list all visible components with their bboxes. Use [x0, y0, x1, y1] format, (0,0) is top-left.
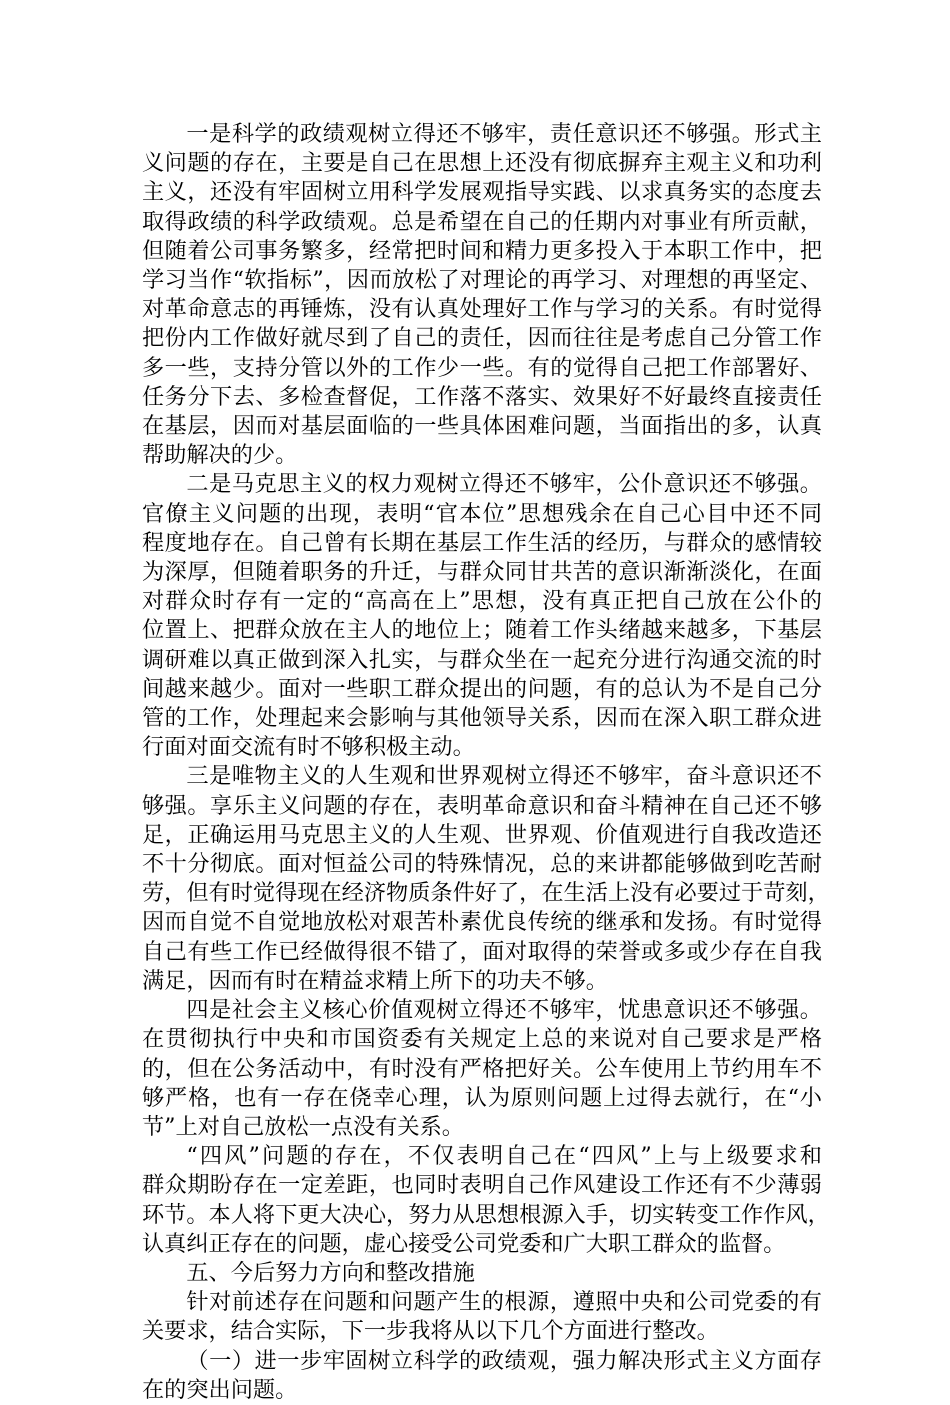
paragraph-line: 二是马克思主义的权力观树立得还不够牢，公仆意识还不够强。 — [186, 471, 822, 498]
paragraph-line: 在的突出问题。 — [142, 1376, 298, 1403]
paragraph-line: 调研难以真正做到深入扎实，与群众坐在一起充分进行沟通交流的时 — [142, 646, 822, 673]
paragraph — [142, 470, 822, 762]
paragraph-line: 把份内工作做好就尽到了自己的责任，因而往往是考虑自己分管工作 — [142, 325, 822, 352]
paragraph-line: 足，正确运用马克思主义的人生观、世界观、价值观进行自我改造还 — [142, 821, 822, 848]
paragraph-line: 节”上对自己放松一点没有关系。 — [142, 1113, 464, 1140]
paragraph-line: 满足，因而有时在精益求精上所下的功夫不够。 — [142, 967, 608, 994]
paragraph-line: 劳，但有时觉得现在经济物质条件好了，在生活上没有必要过于苛刻， — [142, 880, 830, 907]
paragraph-line: 针对前述存在问题和问题产生的根源，遵照中央和公司党委的有 — [186, 1289, 822, 1316]
paragraph — [142, 1142, 830, 1259]
paragraph-line: 任务分下去、多检查督促，工作落不落实、效果好不好最终直接责任 — [142, 383, 822, 410]
paragraph-line: 帮助解决的少。 — [142, 442, 298, 469]
paragraph-line: 四是社会主义核心价值观树立得还不够牢，忧患意识还不够强。 — [186, 997, 822, 1024]
paragraph-line: 环节。本人将下更大决心，努力从思想根源入手，切实转变工作作风， — [142, 1201, 830, 1228]
paragraph-line: 在贯彻执行中央和市国资委有关规定上总的来说对自己要求是严格 — [142, 1026, 822, 1053]
paragraph-line: 管的工作，处理起来会影响与其他领导关系，因而在深入职工群众进 — [142, 705, 822, 732]
paragraph-line: 义问题的存在，主要是自己在思想上还没有彻底摒弃主观主义和功利 — [142, 150, 822, 177]
paragraph-line: 为深厚，但随着职务的升迁，与群众同甘共苦的意识渐渐淡化，在面 — [142, 559, 822, 586]
paragraph — [142, 1347, 822, 1405]
paragraph-line: 学习当作“软指标”，因而放松了对理论的再学习、对理想的再坚定、 — [142, 267, 822, 294]
paragraph — [142, 996, 822, 1142]
paragraph-line: 不十分彻底。面对恒益公司的特殊情况，总的来讲都能够做到吃苦耐 — [142, 851, 822, 878]
paragraph-line: 因而自觉不自觉地放松对艰苦朴素优良传统的继承和发扬。有时觉得 — [142, 909, 822, 936]
paragraph-line: 的，但在公务活动中，有时没有严格把好关。公车使用上节约用车不 — [142, 1055, 822, 1082]
paragraph-line: 够严格，也有一存在侥幸心理，认为原则问题上过得去就行，在“小 — [142, 1084, 822, 1111]
paragraph-line: 程度地存在。自己曾有长期在基层工作生活的经历，与群众的感情较 — [142, 529, 822, 556]
paragraph-line: 自己有些工作已经做得很不错了，面对取得的荣誉或多或少存在自我 — [142, 938, 822, 965]
paragraph-line: 主义，还没有牢固树立用科学发展观指导实践、以求真务实的态度去 — [142, 179, 822, 206]
paragraph-line: 对革命意志的再锤炼，没有认真处理好工作与学习的关系。有时觉得 — [142, 296, 822, 323]
paragraph — [142, 1288, 822, 1346]
paragraph — [142, 120, 822, 470]
paragraph-line: 五、今后努力方向和整改措施 — [186, 1259, 475, 1286]
paragraph-line: 间越来越少。面对一些职工群众提出的问题，有的总认为不是自己分 — [142, 675, 822, 702]
paragraph-line: 一是科学的政绩观树立得还不够牢，责任意识还不够强。形式主 — [186, 121, 822, 147]
paragraph-line: 对群众时存有一定的“高高在上”思想，没有真正把自己放在公仆的 — [142, 588, 822, 615]
paragraph-line: 取得政绩的科学政绩观。总是希望在自己的任期内对事业有所贡献， — [142, 208, 822, 235]
paragraph-line: 多一些，支持分管以外的工作少一些。有的觉得自己把工作部署好、 — [142, 354, 822, 381]
paragraph-line: 群众期盼存在一定差距，也同时表明自己作风建设工作还有不少薄弱 — [142, 1172, 822, 1199]
paragraph-line: 但随着公司事务繁多，经常把时间和精力更多投入于本职工作中，把 — [142, 237, 822, 264]
paragraph-line: 行面对面交流有时不够积极主动。 — [142, 734, 475, 761]
paragraph-line: 官僚主义问题的出现，表明“官本位”思想残余在自己心目中还不同 — [142, 500, 822, 527]
document-body — [142, 120, 830, 1405]
paragraph — [142, 762, 830, 996]
paragraph-line: （一）进一步牢固树立科学的政绩观，强力解决形式主义方面存 — [186, 1347, 822, 1374]
paragraph-line: “四风”问题的存在，不仅表明自己在“四风”上与上级要求和 — [186, 1143, 822, 1170]
paragraph — [142, 1259, 822, 1288]
paragraph-line: 三是唯物主义的人生观和世界观树立得还不够牢，奋斗意识还不 — [186, 763, 822, 790]
paragraph-line: 位置上、把群众放在主人的地位上；随着工作头绪越来越多，下基层 — [142, 617, 822, 644]
paragraph-line: 在基层，因而对基层面临的一些具体困难问题，当面指出的多，认真 — [142, 413, 822, 440]
paragraph-line: 够强。享乐主义问题的存在，表明革命意识和奋斗精神在自己还不够 — [142, 792, 822, 819]
paragraph-line: 认真纠正存在的问题，虚心接受公司党委和广大职工群众的监督。 — [142, 1230, 786, 1257]
paragraph-line: 关要求，结合实际，下一步我将从以下几个方面进行整改。 — [142, 1318, 719, 1345]
